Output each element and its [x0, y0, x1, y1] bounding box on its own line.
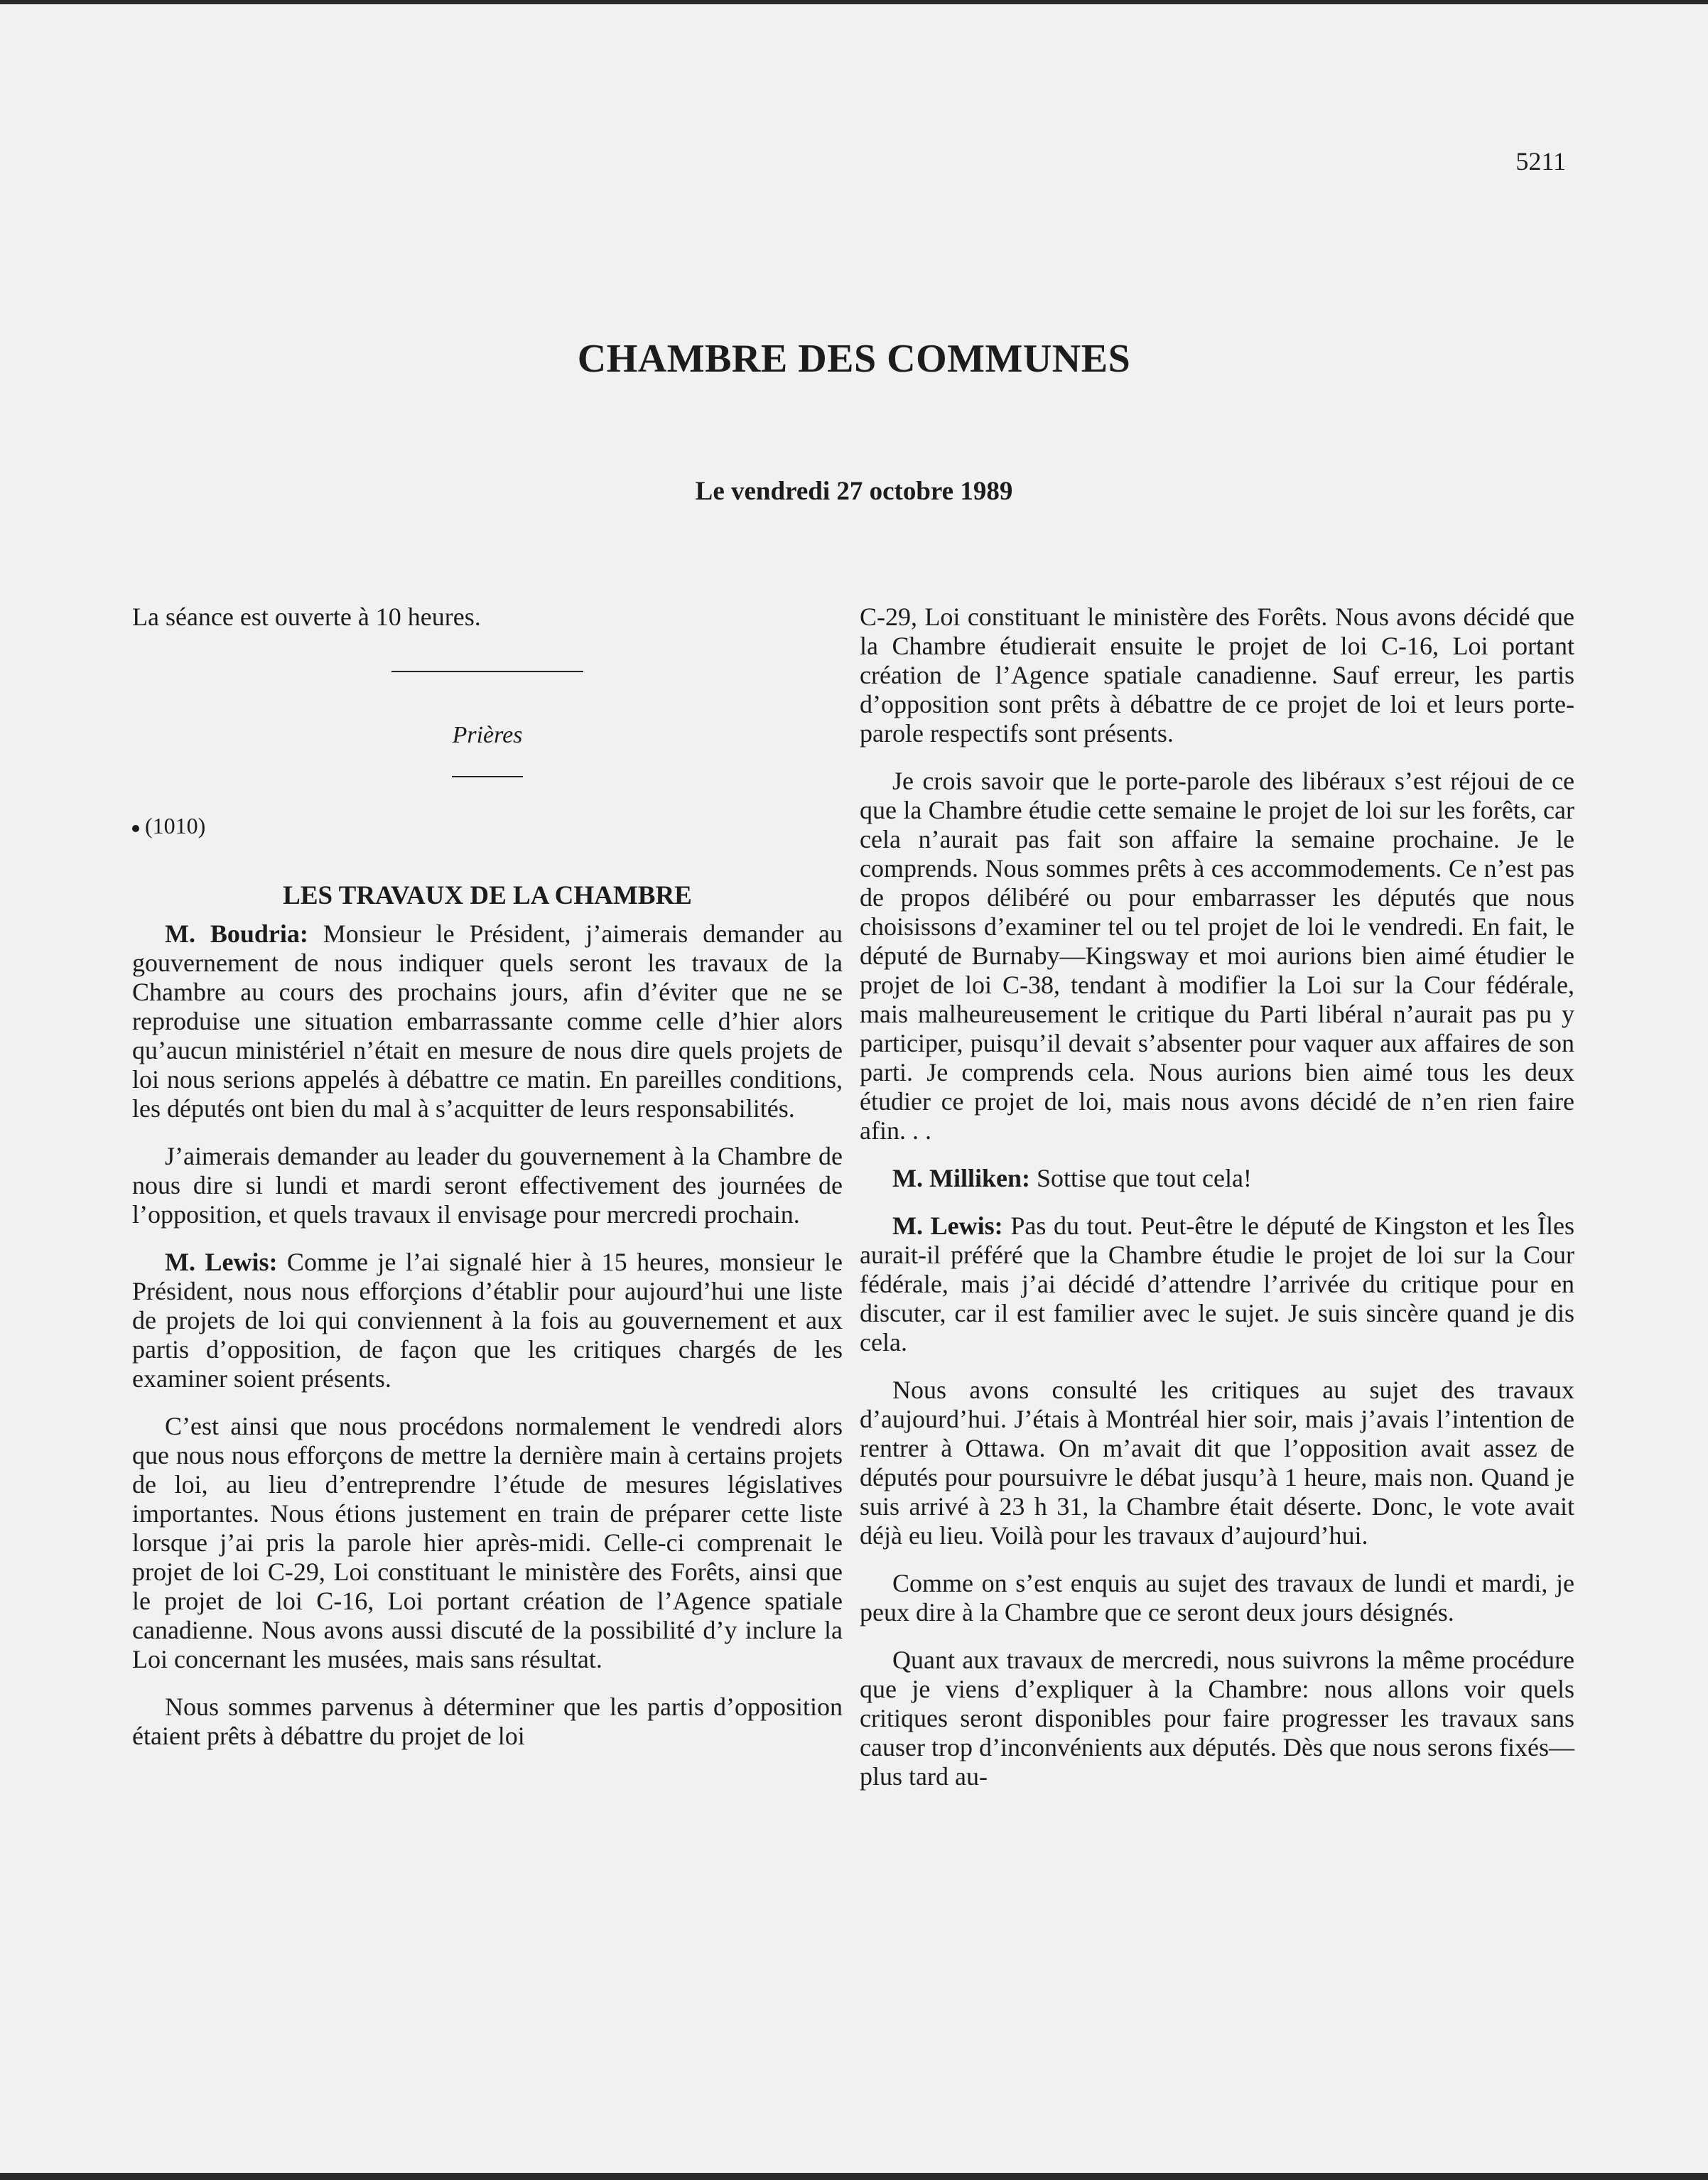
divider-rule [391, 671, 583, 672]
bullet-icon [132, 825, 139, 832]
speaker-name: M. Lewis: [165, 1248, 278, 1276]
paragraph-text: Monsieur le Président, j’aimerais demander au gouvernement de nous indiquer quels seront les travaux de la Chambre au cours des prochains jours, afin d’éviter que ne se reproduise une situation embarrassante comme celle d’hier alors qu’aucun ministériel n’était en mesure de nous dire quels projets de loi nous serions appelés à débattre ce matin. En pareilles conditions, les députés ont bien du mal à s’acquitter de leurs responsabilités. [132, 919, 843, 1123]
paragraph [132, 1142, 843, 1229]
paragraph-text: Sottise que tout cela! [1029, 1164, 1252, 1192]
paragraph [860, 1212, 1574, 1357]
speaker-name: M. Boudria: [165, 919, 308, 948]
paragraph-text: Comme on s’est enquis au sujet des travaux de lundi et mardi, je peux dire à la Chambre que ce seront deux jours désignés. [860, 1569, 1574, 1626]
page-title: CHAMBRE DES COMMUNES [577, 337, 1131, 381]
paragraph [132, 919, 843, 1123]
paragraph-text: C-29, Loi constituant le ministère des Forêts. Nous avons décidé que la Chambre étudierait ensuite le projet de loi C-16, Loi portant création de l’Agence spatiale canadienne. Sauf erreur, les partis d’opposition sont prêts à débattre de ce projet de loi et leurs porte-parole respectifs sont présents. [860, 603, 1574, 748]
paragraph-text: C’est ainsi que nous procédons normalement le vendredi alors que nous nous efforçons de mettre la dernière main à certains projets de loi, au lieu d’entreprendre l’étude de mesures législatives importantes. Nous étions justement en train de préparer cette liste lorsque j’ai pris la parole hier après-midi. Celle-ci comprenait le projet de loi C-29, Loi constituant le ministère des Forêts, ainsi que le projet de loi C-16, Loi portant création de l’Agence spatiale canadienne. Nous avons aussi discuté de la possibilité d’y inclure la Loi concernant les musées, mais sans résultat. [132, 1412, 843, 1673]
paragraph [860, 1569, 1574, 1627]
divider-rule-short [452, 776, 523, 777]
time-mark [132, 813, 843, 839]
paragraph [860, 1646, 1574, 1791]
paragraph [860, 603, 1574, 748]
right-column [860, 603, 1574, 1791]
paragraph-text: Quant aux travaux de mercredi, nous suivrons la même procédure que je viens d’expliquer à la Chambre: nous allons voir quels critiques seront disponibles pour faire progresser les travaux sans causer trop d’inconvénients aux députés. Dès que nous serons fixés—plus tard au- [860, 1646, 1574, 1791]
time-mark-label: (1010) [145, 813, 206, 838]
paragraph-text: J’aimerais demander au leader du gouvernement à la Chambre de nous dire si lundi et mardi seront effectivement des journées de l’opposition, et quels travaux il envisage pour mercredi prochain. [132, 1142, 843, 1229]
scan-edge-top [0, 0, 1708, 4]
paragraph [132, 1693, 843, 1751]
paragraph [860, 1376, 1574, 1550]
paragraph [860, 767, 1574, 1145]
page-number: 5211 [1515, 147, 1566, 176]
section-heading: LES TRAVAUX DE LA CHAMBRE [283, 881, 692, 910]
paragraph-text: Pas du tout. Peut-être le député de Kingston et les Îles aurait-il préféré que la Chambre étudie le projet de loi sur la Cour fédérale, mais j’ai décidé d’attendre l’arrivée du critique pour en discuter, car il est familier avec le sujet. Je suis sincère quand je dis cela. [860, 1212, 1574, 1356]
left-column [132, 603, 843, 1751]
sitting-date: Le vendredi 27 octobre 1989 [695, 477, 1013, 506]
paragraph [860, 1164, 1574, 1193]
paragraph [132, 1412, 843, 1674]
opening-line: La séance est ouverte à 10 heures. [132, 603, 481, 631]
speaker-name: M. Lewis: [892, 1212, 1003, 1240]
speaker-name: M. Milliken: [892, 1164, 1030, 1192]
paragraph-text: Je crois savoir que le porte-parole des libéraux s’est réjoui de ce que la Chambre étudie cette semaine le projet de loi sur les forêts, car cela n’aurait pas fait son affaire la semaine prochaine. Je le comprends. Nous sommes prêts à ces accommodements. Ce n’est pas de propos délibéré ou pour embarrasser les députés que nous choisissons d’examiner tel ou tel projet de loi le vendredi. En fait, le député de Burnaby—Kingsway et moi aurions bien aimé étudier le projet de loi C-38, tendant à modifier la Loi sur la Cour fédérale, mais malheureusement le critique du Parti libéral n’aurait pas pu y participer, puisqu’il devait s’absenter pour vaquer aux affaires de son parti. Je comprends cela. Nous aurions bien aimé tous les deux étudier ce projet de loi, mais nous avons décidé de n’en rien faire afin. . . [860, 767, 1574, 1145]
paragraph-text: Comme je l’ai signalé hier à 15 heures, monsieur le Président, nous nous efforçions d’établir pour aujourd’hui une liste de projets de loi qui conviennent à la fois au gouvernement et aux partis d’opposition, de façon que les critiques chargés de les examiner soient présents. [132, 1248, 843, 1393]
paragraph-text: Nous sommes parvenus à déterminer que les partis d’opposition étaient prêts à débattre du projet de loi [132, 1693, 843, 1750]
paragraph [132, 1248, 843, 1393]
prayers-label: Prières [452, 722, 523, 748]
paragraph-text: Nous avons consulté les critiques au sujet des travaux d’aujourd’hui. J’étais à Montréal hier soir, mais j’avais l’intention de rentrer à Ottawa. On m’avait dit que l’opposition avait assez de députés pour poursuivre le débat jusqu’à 1 heure, mais non. Quand je suis arrivé à 23 h 31, la Chambre était déserte. Donc, le vote avait déjà eu lieu. Voilà pour les travaux d’aujourd’hui. [860, 1376, 1574, 1550]
scan-edge-bottom [0, 2173, 1708, 2180]
